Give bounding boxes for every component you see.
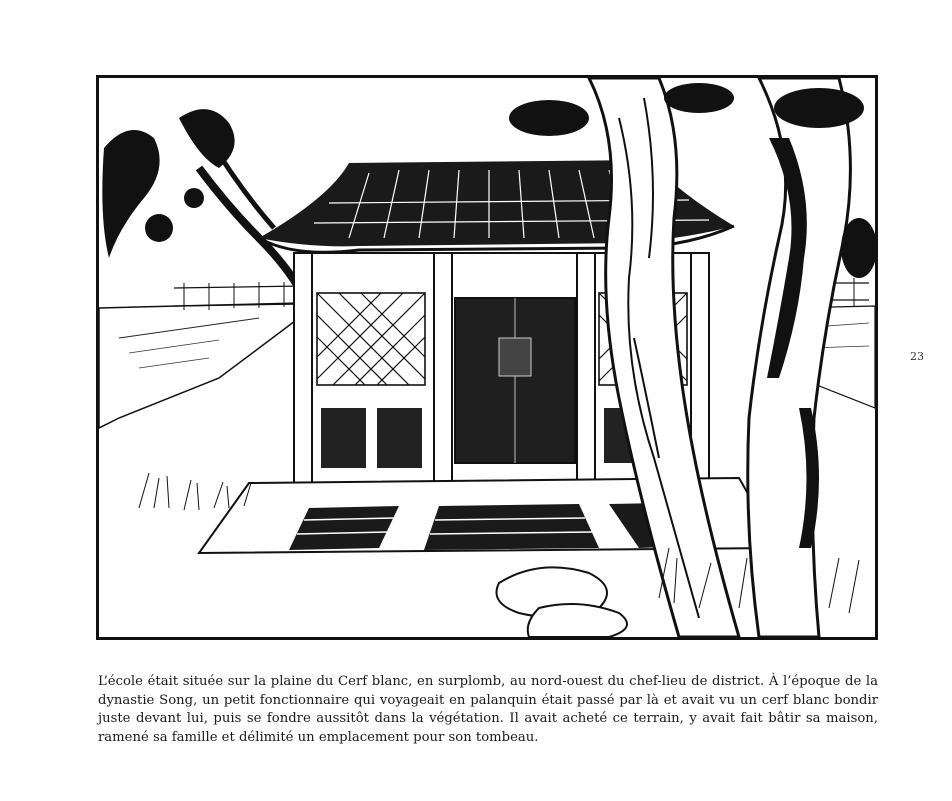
ink-illustration-school-gate (99, 78, 875, 637)
caption-text: L’école était située sur la plaine du Cerf blanc, en surplomb, au nord-ouest du chef-lieu de district. À l’époque de la dynastie Song, un petit fonctionnaire qui voyageait en palanquin était passé par là et avait vu un cerf blanc bondir juste devant lui, puis se fondre aussitôt dans la végétation. Il avait acheté ce terrain, y avait fait bâtir sa maison, ramené sa famille et délimité un emplacement pour son tombeau. (98, 674, 878, 745)
comic-panel (96, 75, 878, 640)
page-number: 23 (910, 350, 924, 363)
